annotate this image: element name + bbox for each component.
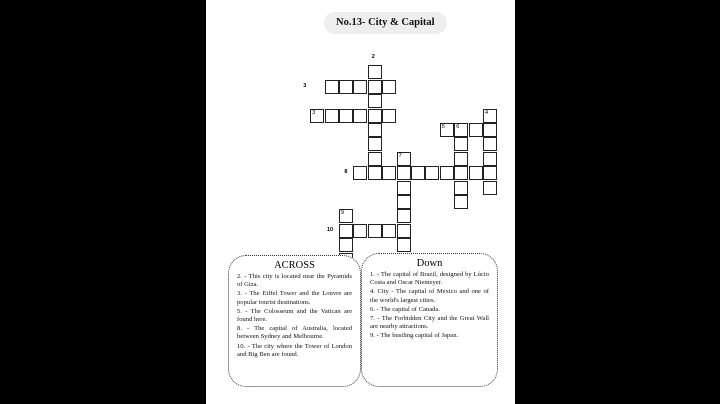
across-clue: 10. - The city where the Tower of London and Big Ben are found. bbox=[237, 342, 352, 358]
grid-cell[interactable] bbox=[454, 152, 468, 166]
clue-number: 6 bbox=[456, 124, 460, 130]
grid-cell[interactable] bbox=[368, 94, 382, 108]
clue-number: 7 bbox=[398, 152, 402, 159]
grid-cell[interactable] bbox=[382, 224, 396, 238]
grid-cell[interactable] bbox=[454, 195, 468, 209]
grid-cell[interactable] bbox=[368, 137, 382, 151]
down-clue: 4. City - The capital of Mexico and one of the world's largest cities. bbox=[370, 288, 489, 304]
grid-cell[interactable] bbox=[425, 166, 439, 180]
grid-cell[interactable] bbox=[397, 238, 411, 252]
grid-cell[interactable] bbox=[325, 109, 339, 123]
across-clues-panel bbox=[228, 255, 361, 387]
grid-cell[interactable] bbox=[368, 224, 382, 238]
grid-cell[interactable] bbox=[397, 224, 411, 238]
grid-cell[interactable] bbox=[368, 109, 382, 123]
down-clue: 1. - The capital of Brazil, designed by Lúcio Costa and Oscar Niemeyer. bbox=[370, 271, 489, 287]
clue-number: 2 bbox=[371, 54, 375, 60]
grid-cell[interactable] bbox=[382, 166, 396, 180]
grid-cell[interactable] bbox=[454, 137, 468, 151]
clue-number: 10 bbox=[327, 226, 334, 233]
grid-cell[interactable] bbox=[454, 181, 468, 195]
down-clue: 7. - The Forbidden City and the Great Wall are nearby attractions. bbox=[370, 315, 489, 331]
grid-cell[interactable] bbox=[353, 166, 367, 180]
grid-cell[interactable] bbox=[339, 238, 353, 252]
clue-number: 4 bbox=[485, 109, 489, 116]
clue-number: 3 bbox=[312, 109, 316, 116]
down-clue: 6. - The capital of Canada. bbox=[370, 305, 441, 313]
grid-cell[interactable] bbox=[483, 166, 497, 180]
grid-cell[interactable] bbox=[397, 181, 411, 195]
grid-cell[interactable] bbox=[440, 166, 454, 180]
grid-cell[interactable] bbox=[397, 209, 411, 223]
grid-cell[interactable] bbox=[454, 166, 468, 180]
down-clues-panel bbox=[361, 253, 498, 387]
across-heading: ACROSS bbox=[274, 260, 315, 271]
grid-cell[interactable] bbox=[368, 65, 382, 79]
across-clue: 8. - The capital of Australia, located between Sydney and Melbourne. bbox=[237, 325, 352, 341]
grid-cell[interactable] bbox=[353, 224, 367, 238]
across-clue: 2. - This city is located near the Pyramids of Giza. bbox=[237, 273, 352, 289]
grid-cell[interactable] bbox=[353, 109, 367, 123]
grid-cell[interactable] bbox=[368, 80, 382, 94]
grid-cell[interactable] bbox=[454, 123, 468, 137]
grid-cell[interactable] bbox=[339, 209, 353, 223]
grid-cell[interactable] bbox=[440, 123, 454, 137]
clue-number: 3 bbox=[303, 82, 307, 89]
grid-cell[interactable] bbox=[339, 109, 353, 123]
down-clue: 9. - The bustling capital of Japan. bbox=[370, 332, 459, 340]
grid-cell[interactable] bbox=[411, 166, 425, 180]
grid-cell[interactable] bbox=[483, 181, 497, 195]
grid-cell[interactable] bbox=[469, 123, 483, 137]
grid-cell[interactable] bbox=[483, 123, 497, 137]
grid-cell[interactable] bbox=[397, 166, 411, 180]
clue-number: 9 bbox=[341, 210, 345, 217]
down-heading: Down bbox=[416, 258, 443, 269]
worksheet-title: No.13- City & Capital bbox=[324, 12, 447, 34]
grid-cell[interactable] bbox=[368, 123, 382, 137]
grid-cell[interactable] bbox=[339, 224, 353, 238]
grid-cell[interactable] bbox=[325, 80, 339, 94]
across-clue: 3. - The Eiffel Tower and the Louvre are popular tourist destinations. bbox=[237, 290, 352, 306]
grid-cell[interactable] bbox=[397, 195, 411, 209]
grid-cell[interactable] bbox=[339, 80, 353, 94]
grid-cell[interactable] bbox=[483, 137, 497, 151]
clue-number: 8 bbox=[344, 169, 348, 176]
grid-cell[interactable] bbox=[469, 166, 483, 180]
grid-cell[interactable] bbox=[368, 152, 382, 166]
grid-cell[interactable] bbox=[382, 80, 396, 94]
worksheet-page bbox=[206, 0, 515, 404]
grid-cell[interactable] bbox=[483, 152, 497, 166]
grid-cell[interactable] bbox=[397, 152, 411, 166]
grid-cell[interactable] bbox=[310, 109, 324, 123]
across-clue: 5. - The Colosseum and the Vatican are found here. bbox=[237, 307, 352, 324]
grid-cell[interactable] bbox=[353, 80, 367, 94]
grid-cell[interactable] bbox=[382, 109, 396, 123]
clue-number: 5 bbox=[441, 124, 445, 130]
grid-cell[interactable] bbox=[483, 109, 497, 123]
grid-cell[interactable] bbox=[368, 166, 382, 180]
